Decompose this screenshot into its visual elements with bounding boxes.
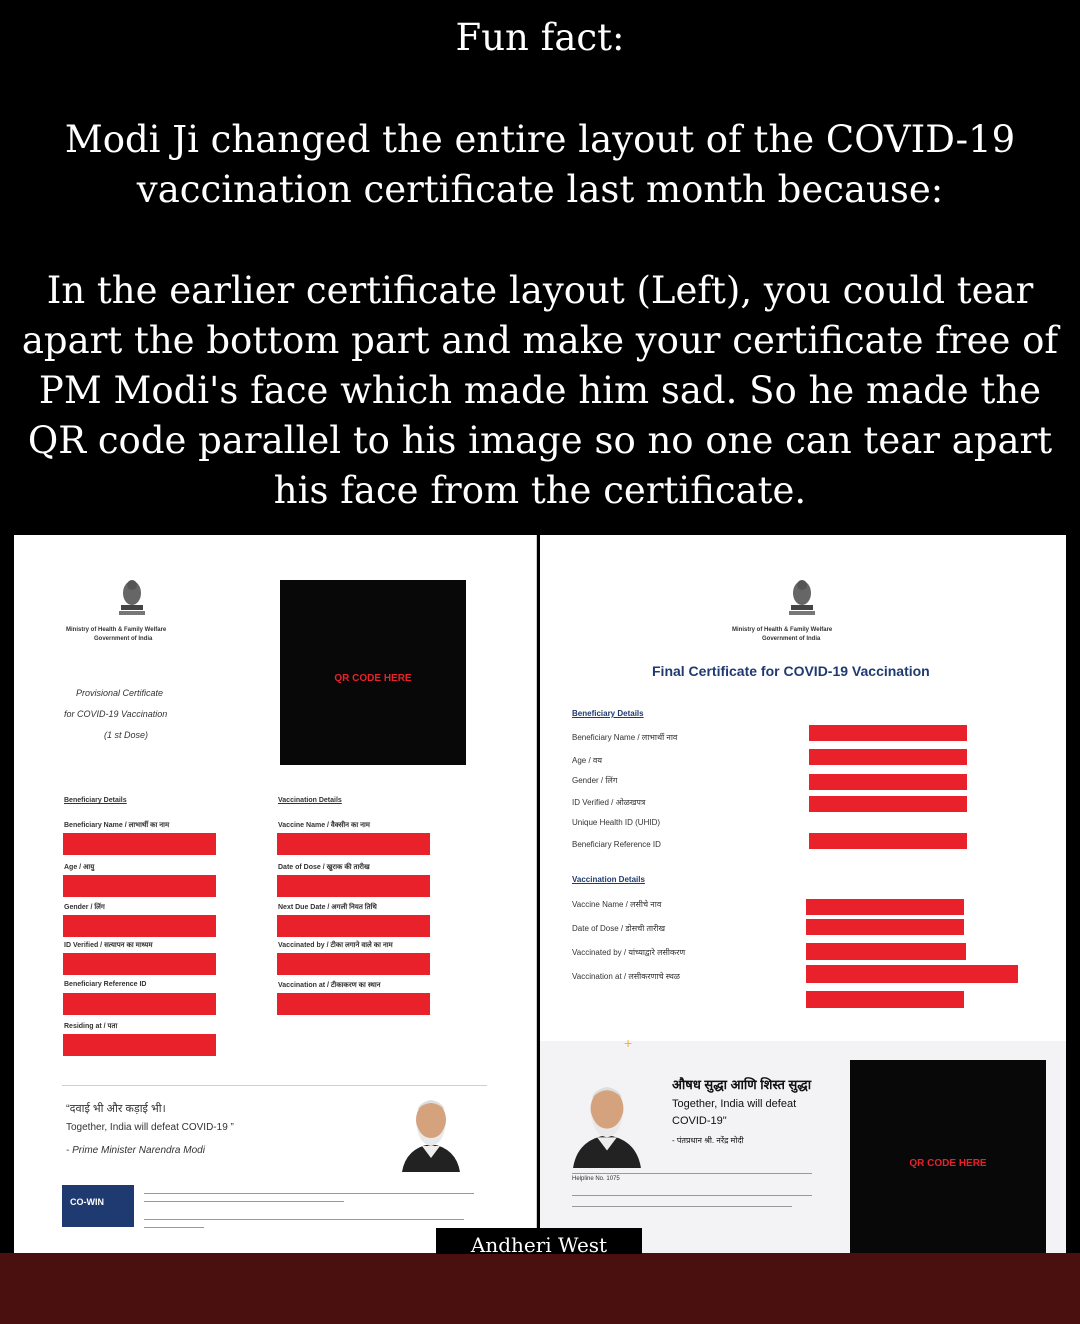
fine-print-line bbox=[144, 1201, 344, 1202]
caption-line: QR code parallel to his image so no one can tear apart bbox=[27, 419, 1053, 462]
field-label: Vaccine Name / वैक्सीन का नाम bbox=[278, 822, 370, 829]
field-label: Date of Dose / खुराक की तारीख bbox=[278, 864, 370, 871]
cowin-label: CO-WIN bbox=[70, 1197, 104, 1207]
field-label: Beneficiary Name / लाभार्थी का नाम bbox=[64, 822, 170, 829]
field-label: Date of Dose / डोसची तारीख bbox=[572, 924, 666, 933]
redacted-field bbox=[63, 833, 216, 855]
fine-print-line bbox=[144, 1193, 474, 1194]
vaccination-heading: Vaccination Details bbox=[278, 797, 342, 804]
bottom-bar bbox=[0, 1253, 1080, 1324]
redacted-field bbox=[806, 919, 964, 935]
quote-hindi: “दवाई भी और कड़ाई भी। bbox=[66, 1103, 166, 1115]
field-label: Next Due Date / अगली नियत तिथि bbox=[278, 904, 377, 911]
redacted-field bbox=[277, 833, 430, 855]
redacted-field bbox=[63, 993, 216, 1015]
redacted-field bbox=[806, 991, 964, 1008]
field-label: Vaccine Name / लसीचे नाव bbox=[572, 900, 662, 909]
caption-line: his face from the certificate. bbox=[273, 469, 807, 512]
cert-title-line-1: Provisional Certificate bbox=[76, 688, 164, 698]
field-label: Vaccination at / लसीकरणाचे स्थळ bbox=[572, 972, 680, 981]
redacted-field bbox=[63, 915, 216, 937]
redacted-field bbox=[809, 749, 967, 765]
beneficiary-heading: Beneficiary Details bbox=[572, 709, 644, 718]
quote-english: Together, India will defeat COVID-19 ” bbox=[66, 1122, 234, 1133]
qr-code-placeholder bbox=[850, 1060, 1046, 1253]
caption-line: vaccination certificate last month because: bbox=[136, 168, 944, 211]
national-emblem-icon bbox=[785, 575, 819, 621]
field-label: Vaccinated by / टीका लगाने वाले का नाम bbox=[278, 942, 393, 949]
field-label: Vaccination at / टीकाकरण का स्थान bbox=[278, 982, 381, 989]
field-label: Residing at / पता bbox=[64, 1023, 118, 1030]
national-emblem-icon bbox=[115, 575, 149, 621]
redacted-field bbox=[277, 875, 430, 897]
quote-english-line-2: COVID-19" bbox=[672, 1115, 727, 1127]
caption-line: In the earlier certificate layout (Left), you could tear bbox=[46, 269, 1034, 312]
redacted-field bbox=[63, 953, 216, 975]
redacted-field bbox=[277, 915, 430, 937]
cowin-logo bbox=[62, 1185, 134, 1227]
ministry-name: Ministry of Health & Family Welfare bbox=[732, 627, 833, 633]
caption-line: PM Modi's face which made him sad. So he made the bbox=[38, 369, 1042, 412]
caption-paragraph-1 bbox=[0, 115, 1080, 215]
qr-code-placeholder bbox=[280, 580, 466, 765]
redacted-field bbox=[809, 725, 967, 741]
caption-line: apart the bottom part and make your certificate free of bbox=[21, 319, 1059, 362]
beneficiary-heading: Beneficiary Details bbox=[64, 797, 127, 804]
fine-print-line bbox=[572, 1173, 812, 1174]
redacted-field bbox=[277, 993, 430, 1015]
field-label: Unique Health ID (UHID) bbox=[572, 818, 661, 827]
cert-title: Final Certificate for COVID-19 Vaccination bbox=[652, 663, 930, 679]
field-label: Beneficiary Name / लाभार्थी नाव bbox=[572, 733, 678, 742]
new-certificate bbox=[540, 535, 1066, 1253]
field-label: ID Verified / सत्यापन का माध्यम bbox=[64, 942, 153, 949]
old-certificate bbox=[14, 535, 537, 1253]
field-label: Gender / लिंग bbox=[64, 904, 105, 911]
fine-print-line bbox=[572, 1206, 792, 1207]
government-name: Government of India bbox=[762, 636, 821, 642]
government-name: Government of India bbox=[94, 636, 153, 642]
quote-author: - Prime Minister Narendra Modi bbox=[66, 1145, 205, 1156]
caption-line: Modi Ji changed the entire layout of the COVID-19 bbox=[64, 118, 1016, 161]
quote-author: - पंतप्रधान श्री. नरेंद्र मोदी bbox=[672, 1136, 744, 1145]
vaccination-heading: Vaccination Details bbox=[572, 875, 645, 884]
helpline-text: Helpline No. 1075 bbox=[572, 1176, 620, 1182]
fun-fact-heading: Fun fact: bbox=[455, 16, 625, 59]
field-label: Beneficiary Reference ID bbox=[572, 840, 661, 849]
qr-label: QR CODE HERE bbox=[334, 673, 412, 684]
caption-paragraph-2 bbox=[0, 266, 1080, 516]
redacted-field bbox=[809, 833, 967, 849]
divider bbox=[62, 1085, 487, 1086]
redacted-field bbox=[809, 774, 967, 790]
field-label: Gender / लिंग bbox=[572, 776, 618, 785]
cert-title-line-2: for COVID-19 Vaccination bbox=[64, 709, 168, 719]
redacted-field bbox=[63, 1034, 216, 1056]
redacted-field bbox=[806, 943, 966, 960]
qr-label: QR CODE HERE bbox=[909, 1158, 987, 1169]
redacted-field bbox=[277, 953, 430, 975]
sparkle-icon: + bbox=[624, 1035, 633, 1051]
pm-portrait bbox=[398, 1088, 464, 1172]
ministry-name: Ministry of Health & Family Welfare bbox=[66, 627, 167, 633]
field-label: Vaccinated by / यांच्याद्वारे लसीकरण bbox=[572, 948, 686, 957]
quote-marathi: औषध सुद्धा आणि शिस्त सुद्धा bbox=[672, 1077, 812, 1092]
field-label: ID Verified / ओळखपत्र bbox=[572, 798, 646, 807]
location-watermark: Andheri West bbox=[436, 1228, 642, 1254]
fine-print-line bbox=[144, 1227, 204, 1228]
cert-title-line-3: (1 st Dose) bbox=[104, 730, 149, 740]
field-label: Beneficiary Reference ID bbox=[64, 981, 147, 988]
field-label: Age / वय bbox=[572, 756, 602, 765]
fine-print-line bbox=[572, 1195, 812, 1196]
redacted-field bbox=[63, 875, 216, 897]
caption-block bbox=[0, 0, 1080, 535]
pm-portrait bbox=[570, 1076, 644, 1168]
redacted-field bbox=[806, 899, 964, 915]
redacted-field bbox=[806, 965, 1018, 983]
quote-english-line-1: Together, India will defeat bbox=[672, 1098, 797, 1110]
redacted-field bbox=[809, 796, 967, 812]
fine-print-line bbox=[144, 1219, 464, 1220]
field-label: Age / आयु bbox=[64, 864, 95, 871]
